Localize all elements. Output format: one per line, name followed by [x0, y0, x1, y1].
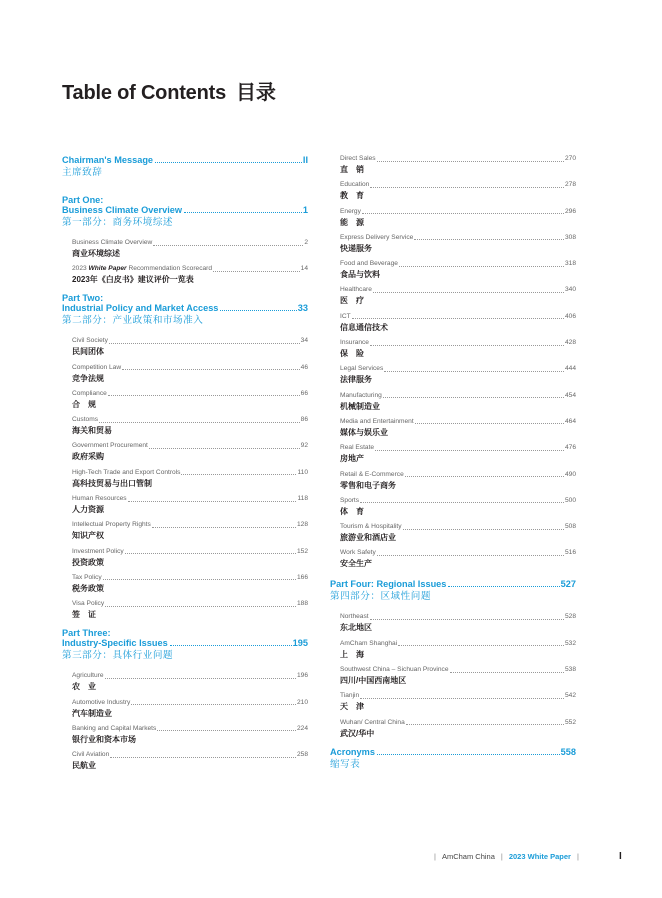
item-title: Business Climate Overview [72, 239, 153, 246]
section-head: Part Three: [62, 628, 111, 639]
toc-item[interactable]: Work Safety 516 安全生产 [340, 549, 576, 569]
section-title: Industrial Policy and Market Access [62, 303, 219, 314]
section-title-cn: 第二部分：产业政策和市场准入 [62, 315, 204, 327]
toc-item[interactable]: Automotive Industry 210 汽车制造业 [72, 698, 308, 718]
section-title: Business Climate Overview [62, 205, 183, 215]
toc-item[interactable]: AmCham Shanghai 532 上 海 [340, 639, 576, 659]
item-page: 2 [304, 239, 308, 246]
item-page: 14 [300, 265, 308, 273]
section-line [62, 205, 308, 215]
toc-section-chairman[interactable] [62, 155, 308, 179]
section-title: Industry-Specific Issues [62, 638, 168, 649]
section-title: Chairman's Message [62, 155, 154, 165]
toc-item[interactable]: Wuhan/ Central China 552 武汉/华中 [340, 718, 576, 738]
leader-dots [377, 754, 560, 755]
section-head: Part One: [62, 195, 104, 205]
section-title-cn: 第四部分：区域性问题 [330, 591, 431, 603]
section-line [62, 155, 308, 165]
toc-items [330, 613, 576, 738]
toc-item[interactable]: Competition Law 46 竞争法规 [72, 363, 308, 383]
footer-divider: | [434, 852, 436, 861]
section-page: 1 [302, 205, 308, 215]
section-page: 195 [292, 638, 308, 649]
leader-dots [448, 586, 559, 587]
section-line [62, 638, 308, 648]
section-title-cn: 第一部分：商务环境综述 [62, 217, 174, 228]
toc-item[interactable]: Retail & E-Commerce 490 零售和电子商务 [340, 470, 576, 490]
toc-item[interactable]: Insurance 428 保 险 [340, 339, 576, 359]
toc-item[interactable] [72, 239, 308, 259]
section-title-cn: 第三部分：具体行业问题 [62, 650, 174, 662]
toc-item-scorecard[interactable] [72, 265, 308, 285]
leader-dots [155, 162, 302, 163]
toc-item[interactable]: Southwest China – Sichuan Province 538 四川/中国西南地区 [340, 666, 576, 686]
toc-items-continued [330, 155, 576, 569]
leader-dots [213, 271, 300, 272]
toc-item[interactable]: Investment Policy 152 投资政策 [72, 547, 308, 567]
toc-item[interactable]: Tourism & Hospitality 508 旅游业和酒店业 [340, 523, 576, 543]
toc-items [62, 337, 308, 620]
footer-org: AmCham China [441, 852, 495, 861]
title-en: Table of Contents [62, 82, 227, 104]
toc-item[interactable]: Tax Policy 166 税务政策 [72, 573, 308, 593]
item-title-cn: 商业环境综述 [72, 249, 120, 258]
section-title-cn: 缩写表 [330, 758, 361, 770]
toc-item[interactable]: Tianjin 542 天 津 [340, 692, 576, 712]
toc-item[interactable]: Banking and Capital Markets 224 银行业和资本市场 [72, 724, 308, 744]
toc-item[interactable]: Civil Aviation 258 民航业 [72, 751, 308, 771]
toc-right-column [330, 155, 576, 779]
leader-dots [153, 245, 303, 246]
toc-item[interactable]: Compliance 66 合 规 [72, 389, 308, 409]
section-line [62, 303, 308, 313]
toc-item[interactable]: Sports 500 体 育 [340, 496, 576, 516]
toc-item[interactable]: Energy 296 能 源 [340, 207, 576, 227]
toc-item[interactable]: Legal Services 444 法律服务 [340, 365, 576, 385]
toc-item[interactable]: Food and Beverage 318 食品与饮料 [340, 260, 576, 280]
page-footer [428, 852, 585, 861]
section-title: Acronyms [330, 746, 375, 757]
toc-item[interactable]: Civil Society 34 民间团体 [72, 337, 308, 357]
section-page: 527 [560, 579, 576, 590]
footer-divider: | [576, 852, 579, 861]
toc-item[interactable]: Real Estate 476 房地产 [340, 444, 576, 464]
toc-items [62, 239, 308, 285]
section-page: II [302, 155, 308, 165]
footer-doc-title: 2023 White Paper [508, 852, 571, 861]
leader-dots [220, 310, 296, 311]
section-page: 33 [297, 303, 308, 314]
toc-item[interactable]: Education 278 教 育 [340, 181, 576, 201]
toc-item[interactable]: ICT 406 信息通信技术 [340, 312, 576, 332]
toc-item[interactable]: Intellectual Property Rights 128 知识产权 [72, 521, 308, 541]
toc-item[interactable]: Human Resources 118 人力资源 [72, 495, 308, 515]
section-page: 558 [560, 746, 576, 757]
toc-section-part-four[interactable] [330, 579, 576, 738]
page-title [62, 76, 276, 105]
toc-item[interactable]: Visa Policy 188 签 证 [72, 600, 308, 620]
toc-item[interactable]: Direct Sales 270 直 销 [340, 155, 576, 174]
toc-item[interactable]: Healthcare 340 医 疗 [340, 286, 576, 306]
title-cn: 目录 [236, 82, 276, 104]
section-title: Part Four: Regional Issues [330, 579, 447, 590]
toc-section-part-two[interactable] [62, 293, 308, 620]
section-title-cn: 主席致辞 [62, 167, 103, 178]
toc-items [62, 672, 308, 771]
toc-item[interactable]: Customs 86 海关和贸易 [72, 416, 308, 436]
toc-item[interactable]: Government Procurement 92 政府采购 [72, 442, 308, 462]
section-line [330, 579, 576, 589]
page-number: I [619, 851, 622, 862]
toc-section-part-one[interactable] [62, 195, 308, 285]
toc-item[interactable]: Media and Entertainment 464 媒体与娱乐业 [340, 417, 576, 437]
toc-section-acronyms[interactable] [330, 747, 576, 771]
toc-item[interactable]: Express Delivery Service 308 快递服务 [340, 233, 576, 253]
section-head: Part Two: [62, 293, 104, 304]
item-title: 2023 White Paper Recommendation Scorecard [72, 265, 213, 273]
leader-dots [170, 645, 292, 646]
leader-dots [184, 212, 302, 213]
toc-item[interactable]: Agriculture 196 农 业 [72, 672, 308, 692]
toc-item[interactable]: High-Tech Trade and Export Controls 110 高科技贸易与出口管制 [72, 468, 308, 488]
toc-section-part-three[interactable] [62, 628, 308, 771]
toc-item[interactable]: Northeast 528 东北地区 [340, 613, 576, 633]
toc-left-column [62, 155, 308, 779]
toc-item[interactable]: Manufacturing 454 机械制造业 [340, 391, 576, 411]
item-title-cn: 2023年《白皮书》建议评价一览表 [72, 275, 194, 285]
section-line [330, 747, 576, 757]
footer-divider: | [500, 852, 503, 861]
